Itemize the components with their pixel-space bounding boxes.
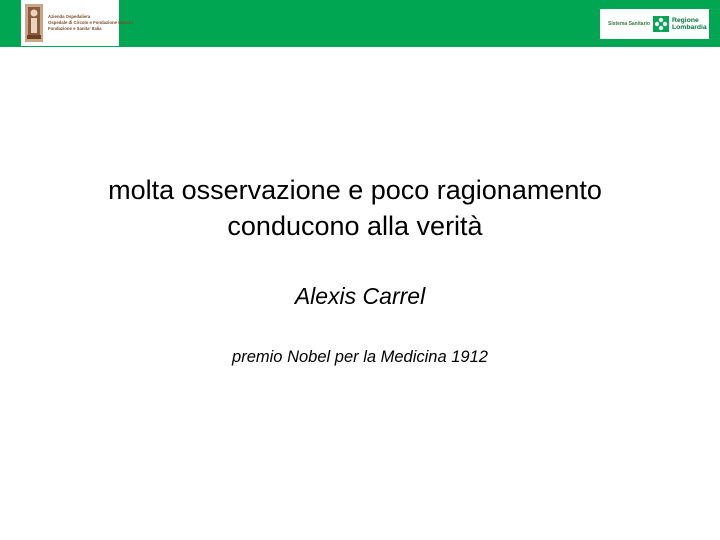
logo-text-line: Ospedale di Circolo e Fondazione Macchi <box>48 19 133 25</box>
quote-text <box>0 172 710 244</box>
author-award-caption: premio Nobel per la Medicina 1912 <box>232 348 488 366</box>
quote-line: conducono alla verità <box>227 211 483 241</box>
quote-line: molta osservazione e poco ragionamento <box>108 175 602 205</box>
region-name-line1: Regione <box>671 16 699 24</box>
logo-text-line: Azienda Ospedaliera <box>48 13 91 19</box>
hospital-logo <box>21 0 133 46</box>
quote-author: Alexis Carrel <box>294 283 426 309</box>
region-logo <box>600 9 709 39</box>
health-system-label: Sistema Sanitario <box>608 21 650 27</box>
region-name-line2: Lombardia <box>671 24 707 31</box>
lombardy-rose-icon <box>653 16 669 32</box>
logo-text-line: Fondazione e Sanita' Italia <box>48 26 102 32</box>
crest-icon <box>23 2 45 44</box>
